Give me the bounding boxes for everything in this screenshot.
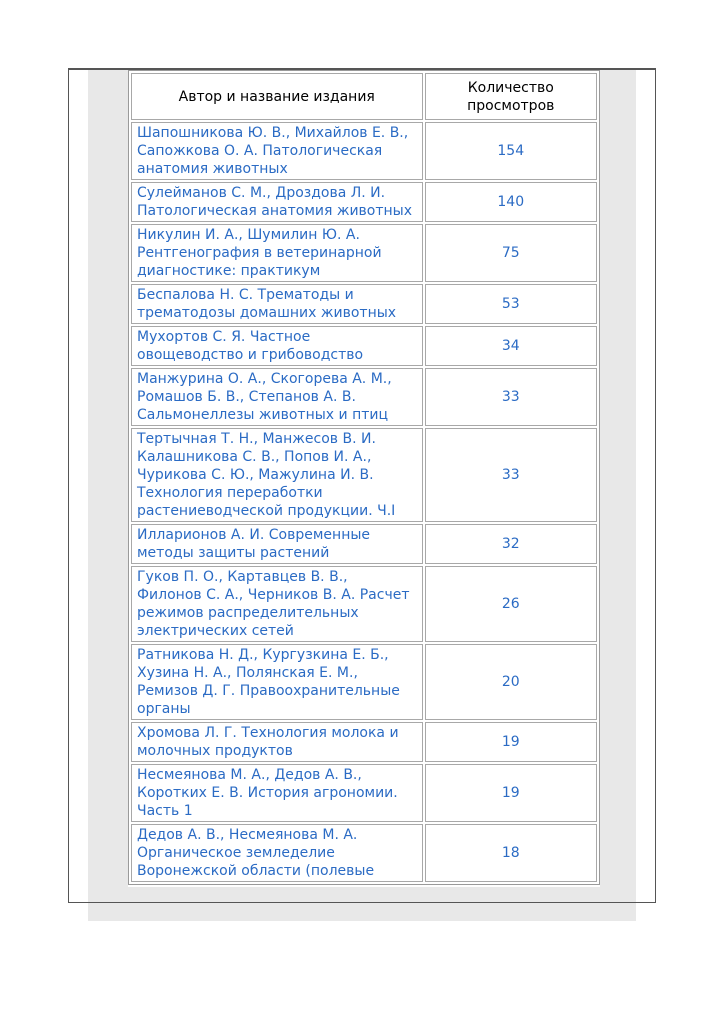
table-row xyxy=(131,368,597,426)
view-count-link[interactable]: 140 xyxy=(425,182,598,222)
view-count-link[interactable]: 34 xyxy=(425,326,598,366)
publication-title-link[interactable]: Никулин И. А., Шумилин Ю. А. Рентгенография в ветеринарной диагностике: практикум xyxy=(131,224,423,282)
publication-title-link[interactable]: Ратникова Н. Д., Кургузкина Е. Б., Хузина Н. А., Полянская Е. М., Ремизов Д. Г. Правоохранительные органы xyxy=(131,644,423,720)
table-viewport[interactable] xyxy=(128,70,600,887)
view-count-link[interactable]: 26 xyxy=(425,566,598,642)
table-row xyxy=(131,428,597,522)
view-count-link[interactable]: 33 xyxy=(425,428,598,522)
view-count-link[interactable]: 19 xyxy=(425,764,598,822)
publication-title-link[interactable]: Илларионов А. И. Современные методы защиты растений xyxy=(131,524,423,564)
publication-title-link[interactable]: Сулейманов С. М., Дроздова Л. И. Патологическая анатомия животных xyxy=(131,182,423,222)
view-count-link[interactable]: 53 xyxy=(425,284,598,324)
table-row xyxy=(131,122,597,180)
table-row xyxy=(131,644,597,720)
table-row xyxy=(131,326,597,366)
table-row xyxy=(131,764,597,822)
table-row xyxy=(131,824,597,882)
table-row xyxy=(131,524,597,564)
view-count-link[interactable]: 32 xyxy=(425,524,598,564)
publication-title-link[interactable]: Беспалова Н. С. Трематоды и трематодозы домашних животных xyxy=(131,284,423,324)
view-count-link[interactable]: 154 xyxy=(425,122,598,180)
view-count-link[interactable]: 19 xyxy=(425,722,598,762)
publication-title-link[interactable]: Манжурина О. А., Скогорева А. М., Ромашов Б. В., Степанов А. В. Сальмонеллезы животных и птиц xyxy=(131,368,423,426)
table-header-row xyxy=(131,73,597,120)
publication-title-link[interactable]: Гуков П. О., Картавцев В. В., Филонов С. А., Черников В. А. Расчет режимов распределительных электрических сетей xyxy=(131,566,423,642)
table-body xyxy=(131,122,597,882)
views-table xyxy=(128,70,600,885)
view-count-link[interactable]: 18 xyxy=(425,824,598,882)
view-count-link[interactable]: 20 xyxy=(425,644,598,720)
column-header-title: Автор и название издания xyxy=(131,73,423,120)
table-row xyxy=(131,284,597,324)
publication-title-link[interactable]: Мухортов С. Я. Частное овощеводство и грибоводство xyxy=(131,326,423,366)
table-row xyxy=(131,722,597,762)
publication-title-link[interactable]: Несмеянова М. А., Дедов А. В., Коротких Е. В. История агрономии. Часть 1 xyxy=(131,764,423,822)
publication-title-link[interactable]: Тертычная Т. Н., Манжесов В. И. Калашникова С. В., Попов И. А., Чурикова С. Ю., Мажулина И. В. Технология переработки растениеводческой продукции. Ч.I xyxy=(131,428,423,522)
publication-title-link[interactable]: Хромова Л. Г. Технология молока и молочных продуктов xyxy=(131,722,423,762)
publication-title-link[interactable]: Дедов А. В., Несмеянова М. А. Органическое земледелие Воронежской области (полевые xyxy=(131,824,423,882)
table-row xyxy=(131,182,597,222)
view-count-link[interactable]: 33 xyxy=(425,368,598,426)
column-header-views: Количество просмотров xyxy=(425,73,598,120)
table-row xyxy=(131,566,597,642)
table-row xyxy=(131,224,597,282)
view-count-link[interactable]: 75 xyxy=(425,224,598,282)
publication-title-link[interactable]: Шапошникова Ю. В., Михайлов Е. В., Сапожкова О. А. Патологическая анатомия животных xyxy=(131,122,423,180)
